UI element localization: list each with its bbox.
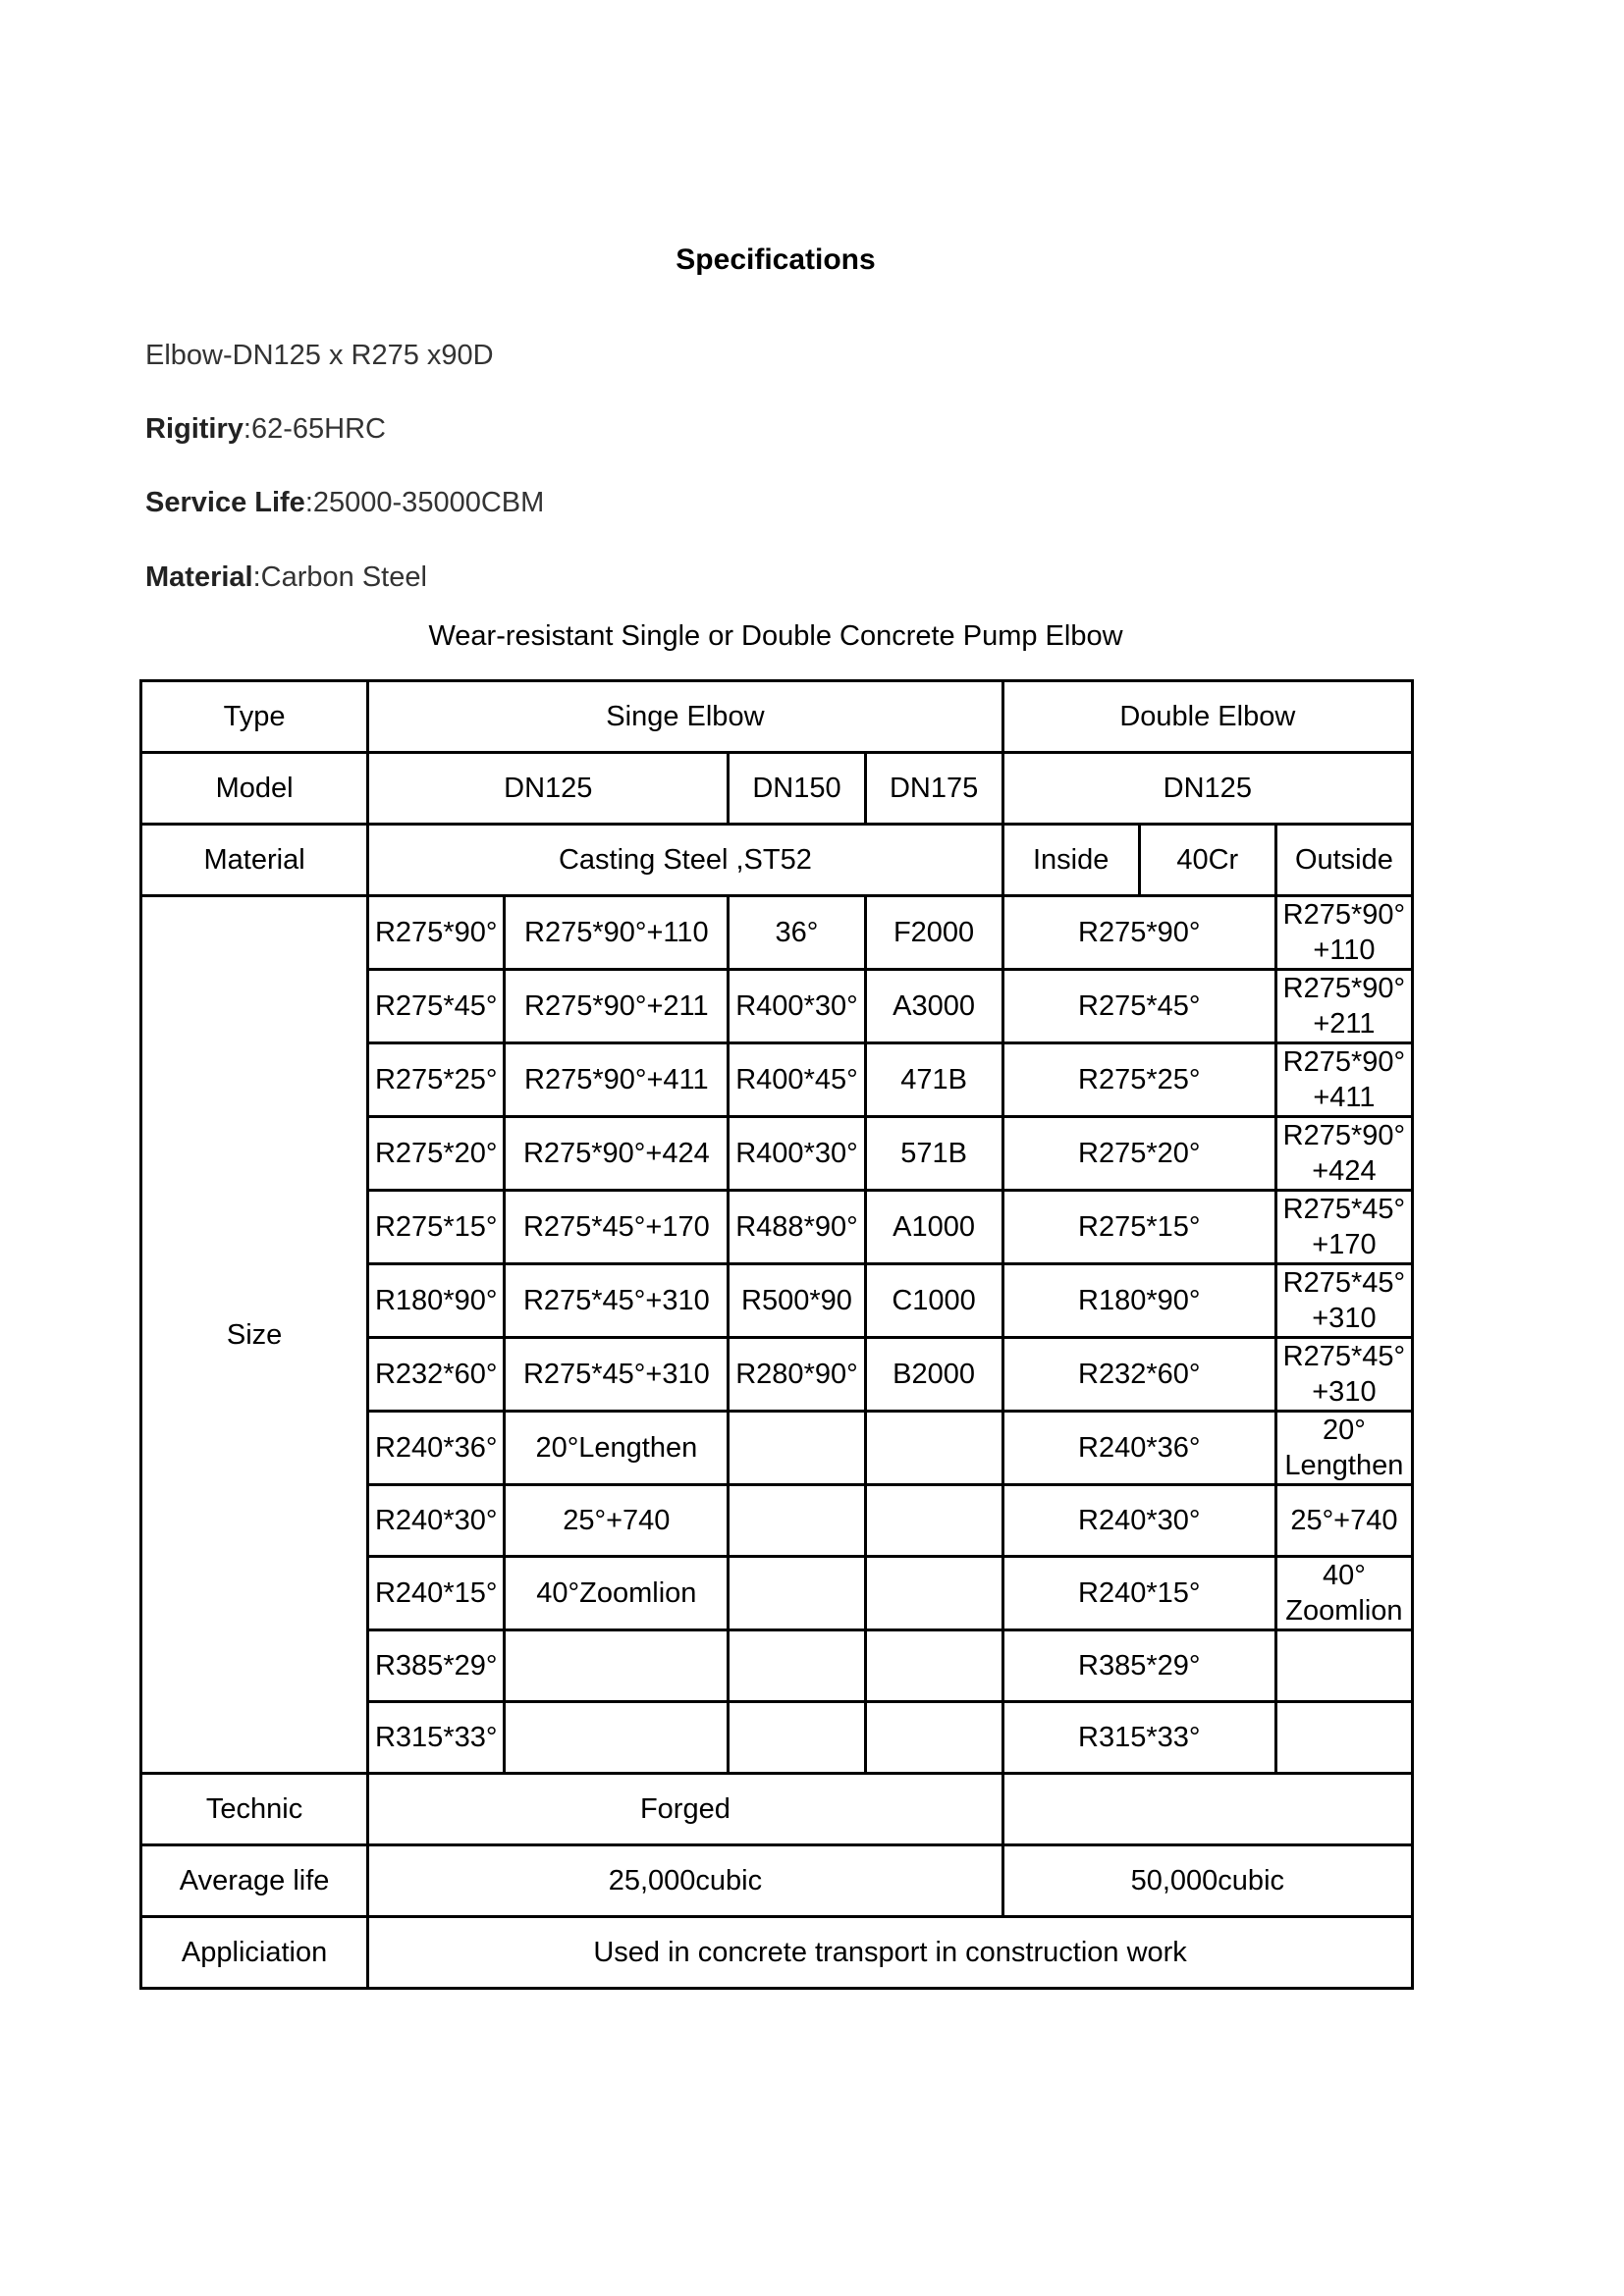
table-row-size (141, 896, 1413, 970)
size-cell: R275*90°+411 (505, 1043, 729, 1117)
size-cell: R240*36° (368, 1412, 505, 1485)
life-double-cell: 50,000cubic (1002, 1845, 1412, 1917)
size-cell: R275*90°+211 (505, 970, 729, 1043)
size-cell: A1000 (865, 1191, 1002, 1264)
size-cell (865, 1485, 1002, 1557)
type-label: Type (141, 681, 368, 753)
table-row-technic (141, 1774, 1413, 1845)
model-label: Model (141, 753, 368, 825)
material-label: Material (145, 561, 253, 593)
size-cell: R280*90° (729, 1338, 865, 1412)
size-cell: B2000 (865, 1338, 1002, 1412)
size-cell: R180*90° (368, 1264, 505, 1338)
spec-table (139, 679, 1414, 1990)
spec-material (145, 561, 427, 594)
size-cell: R232*60° (368, 1338, 505, 1412)
size-cell: R240*15° (368, 1557, 505, 1630)
size-cell: R275*45° (1002, 970, 1275, 1043)
double-elbow-header: Double Elbow (1002, 681, 1412, 753)
table-row-application (141, 1917, 1413, 1989)
size-cell: 571B (865, 1117, 1002, 1191)
size-cell: 40°Zoomlion (505, 1557, 729, 1630)
size-cell: F2000 (865, 896, 1002, 970)
size-cell: R275*45°+170 (505, 1191, 729, 1264)
size-cell: R275*20° (1002, 1117, 1275, 1191)
size-cell: R275*45°+310 (505, 1338, 729, 1412)
table-row-average-life (141, 1845, 1413, 1917)
rigidity-value: :62-65HRC (243, 413, 386, 445)
size-cell: R180*90° (1002, 1264, 1275, 1338)
life-single-cell: 25,000cubic (368, 1845, 1002, 1917)
size-cell: R275*45° +310 (1275, 1338, 1412, 1412)
size-cell (505, 1630, 729, 1702)
model-cell: DN150 (729, 753, 865, 825)
size-cell: R275*45°+310 (505, 1264, 729, 1338)
size-cell: R400*30° (729, 1117, 865, 1191)
page-title: Specifications (676, 243, 876, 276)
size-cell: R275*45° +310 (1275, 1264, 1412, 1338)
size-cell: R275*90° +411 (1275, 1043, 1412, 1117)
model-cell: DN125 (1002, 753, 1412, 825)
size-cell: R275*15° (1002, 1191, 1275, 1264)
table-row-type (141, 681, 1413, 753)
model-cell: DN175 (865, 753, 1002, 825)
size-cell: 20° Lengthen (1275, 1412, 1412, 1485)
size-cell (729, 1412, 865, 1485)
application-label: Appliciation (141, 1917, 368, 1989)
size-cell: R275*20° (368, 1117, 505, 1191)
size-cell: 40° Zoomlion (1275, 1557, 1412, 1630)
size-cell: R240*30° (1002, 1485, 1275, 1557)
size-cell: R275*90°+424 (505, 1117, 729, 1191)
size-cell (505, 1702, 729, 1774)
size-cell: R400*30° (729, 970, 865, 1043)
size-cell: R275*45° (368, 970, 505, 1043)
size-cell (729, 1630, 865, 1702)
technic-single-cell: Forged (368, 1774, 1002, 1845)
size-cell (865, 1412, 1002, 1485)
rigidity-label: Rigitiry (145, 413, 244, 445)
size-cell: R275*25° (1002, 1043, 1275, 1117)
size-cell: R275*90° +424 (1275, 1117, 1412, 1191)
size-cell: R275*25° (368, 1043, 505, 1117)
size-cell (865, 1702, 1002, 1774)
spec-rigidity (145, 413, 386, 446)
technic-double-cell (1002, 1774, 1412, 1845)
size-cell (1275, 1702, 1412, 1774)
size-cell: R315*33° (368, 1702, 505, 1774)
size-cell (729, 1557, 865, 1630)
size-cell: R275*90° (1002, 896, 1275, 970)
size-cell (729, 1485, 865, 1557)
model-cell: DN125 (368, 753, 729, 825)
size-cell: R275*90°+110 (505, 896, 729, 970)
double-material-cell: 40Cr (1139, 825, 1275, 896)
size-cell: R275*90° +211 (1275, 970, 1412, 1043)
size-cell: R400*45° (729, 1043, 865, 1117)
size-cell: R275*45° +170 (1275, 1191, 1412, 1264)
technic-label: Technic (141, 1774, 368, 1845)
table-row-material (141, 825, 1413, 896)
size-cell: R385*29° (1002, 1630, 1275, 1702)
size-cell: R240*15° (1002, 1557, 1275, 1630)
size-cell: R500*90 (729, 1264, 865, 1338)
size-cell: C1000 (865, 1264, 1002, 1338)
size-cell (729, 1702, 865, 1774)
service-life-value: :25000-35000CBM (304, 487, 545, 518)
table-row-model (141, 753, 1413, 825)
size-cell: R275*90° +110 (1275, 896, 1412, 970)
size-cell: R232*60° (1002, 1338, 1275, 1412)
size-cell: 25°+740 (1275, 1485, 1412, 1557)
size-cell: R488*90° (729, 1191, 865, 1264)
size-cell: A3000 (865, 970, 1002, 1043)
spec-service-life (145, 487, 544, 519)
double-material-cell: Outside (1275, 825, 1412, 896)
size-cell: R240*36° (1002, 1412, 1275, 1485)
size-cell (865, 1557, 1002, 1630)
material-row-label: Material (141, 825, 368, 896)
double-material-cell: Inside (1002, 825, 1139, 896)
material-value: :Carbon Steel (252, 561, 427, 593)
size-label: Size (141, 896, 368, 1774)
size-cell: 20°Lengthen (505, 1412, 729, 1485)
product-line: Elbow-DN125 x R275 x90D (145, 340, 494, 371)
single-elbow-header: Singe Elbow (368, 681, 1002, 753)
average-life-label: Average life (141, 1845, 368, 1917)
single-material-cell: Casting Steel ,ST52 (368, 825, 1002, 896)
table-title: Wear-resistant Single or Double Concrete Pump Elbow (428, 620, 1123, 652)
size-cell: R275*90° (368, 896, 505, 970)
size-cell: R315*33° (1002, 1702, 1275, 1774)
size-cell: 36° (729, 896, 865, 970)
size-cell: R275*15° (368, 1191, 505, 1264)
size-cell: R385*29° (368, 1630, 505, 1702)
size-cell (1275, 1630, 1412, 1702)
size-cell: 25°+740 (505, 1485, 729, 1557)
size-cell: R240*30° (368, 1485, 505, 1557)
size-cell (865, 1630, 1002, 1702)
service-life-label: Service Life (145, 487, 305, 518)
application-cell: Used in concrete transport in construction work (368, 1917, 1413, 1989)
size-cell: 471B (865, 1043, 1002, 1117)
